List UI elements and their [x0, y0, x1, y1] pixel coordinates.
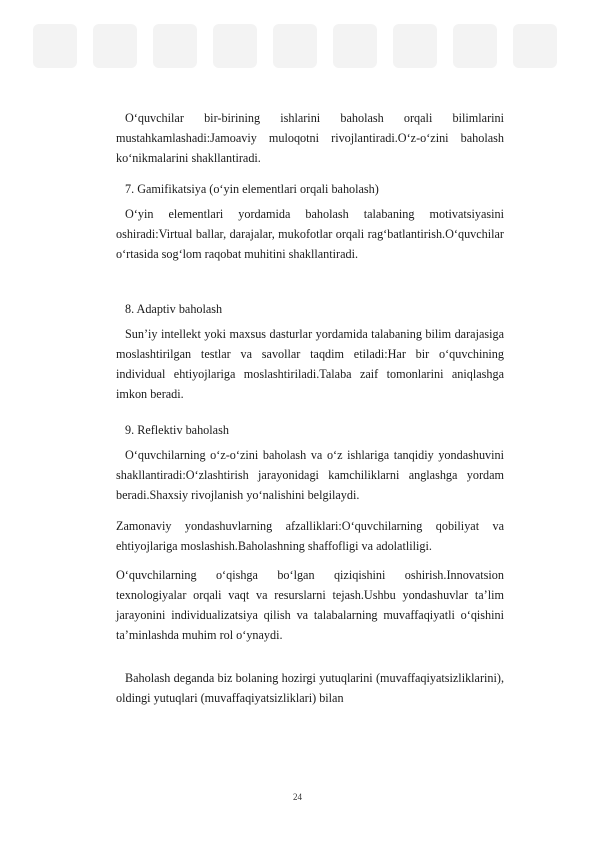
watermark-logo — [0, 0, 595, 100]
paragraph: O‘quvchilarning o‘z-o‘zini baholash va o‘z ishlariga tanqidiy yondashuvini shakllantiradi:O‘zlashtirish jarayonidagi kamchiliklarni anglashga yordam beradi.Shaxsiy rivojlanish yo‘nalishini belgilaydi. — [116, 448, 504, 503]
paragraph: O‘quvchilar bir-birining ishlarini baholash orqali bilimlarini mustahkamlashadi:Jamoaviy muloqotni rivojlantiradi.O‘z-o‘zini baholash ko‘nikmalarini shakllantiradi. — [116, 111, 504, 166]
section-heading: 7. Gamifikatsiya (o‘yin elementlari orqali baholash) — [125, 182, 379, 196]
section-heading: 9. Reflektiv baholash — [125, 423, 229, 437]
paragraph: Sun’iy intellekt yoki maxsus dasturlar yordamida talabaning bilim darajasiga moslashtirilgan testlar va savollar taqdim etiladi:Har bir o‘quvchining individual ehtiyojlariga moslashtiriladi.Talaba zaif tomonlarini aniqlashga imkon beradi. — [116, 327, 504, 402]
paragraph: Zamonaviy yondashuvlarning afzalliklari:O‘quvchilarning qobiliyat va ehtiyojlariga moslashish.Baholashning shaffofligi va adolatliligi. — [116, 519, 504, 554]
page-number: 24 — [293, 792, 302, 802]
paragraph: O‘quvchilarning o‘qishga bo‘lgan qiziqishini oshirish.Innovatsion texnologiyalar orqali vaqt va resurslarni tejash.Ushbu yondashuvlar ta’lim jarayonini individualizatsiya qilish va talabalarning muvaffaqiyatli o‘qishini ta’minlashda muhim rol o‘ynaydi. — [116, 568, 504, 643]
paragraph: Baholash deganda biz bolaning hozirgi yutuqlarini (muvaffaqiyatsizliklarini), oldingi yutuqlari (muvaffaqiyatsizliklari) bilan — [116, 671, 504, 706]
section-heading: 8. Adaptiv baholash — [125, 302, 223, 316]
paragraph: O‘yin elementlari yordamida baholash talabaning motivatsiyasini oshiradi:Virtual ballar, darajalar, mukofotlar orqali rag‘batlantirish.O‘quvchilar o‘rtasida sog‘lom raqobat muhitini shakllantiradi. — [116, 207, 504, 262]
